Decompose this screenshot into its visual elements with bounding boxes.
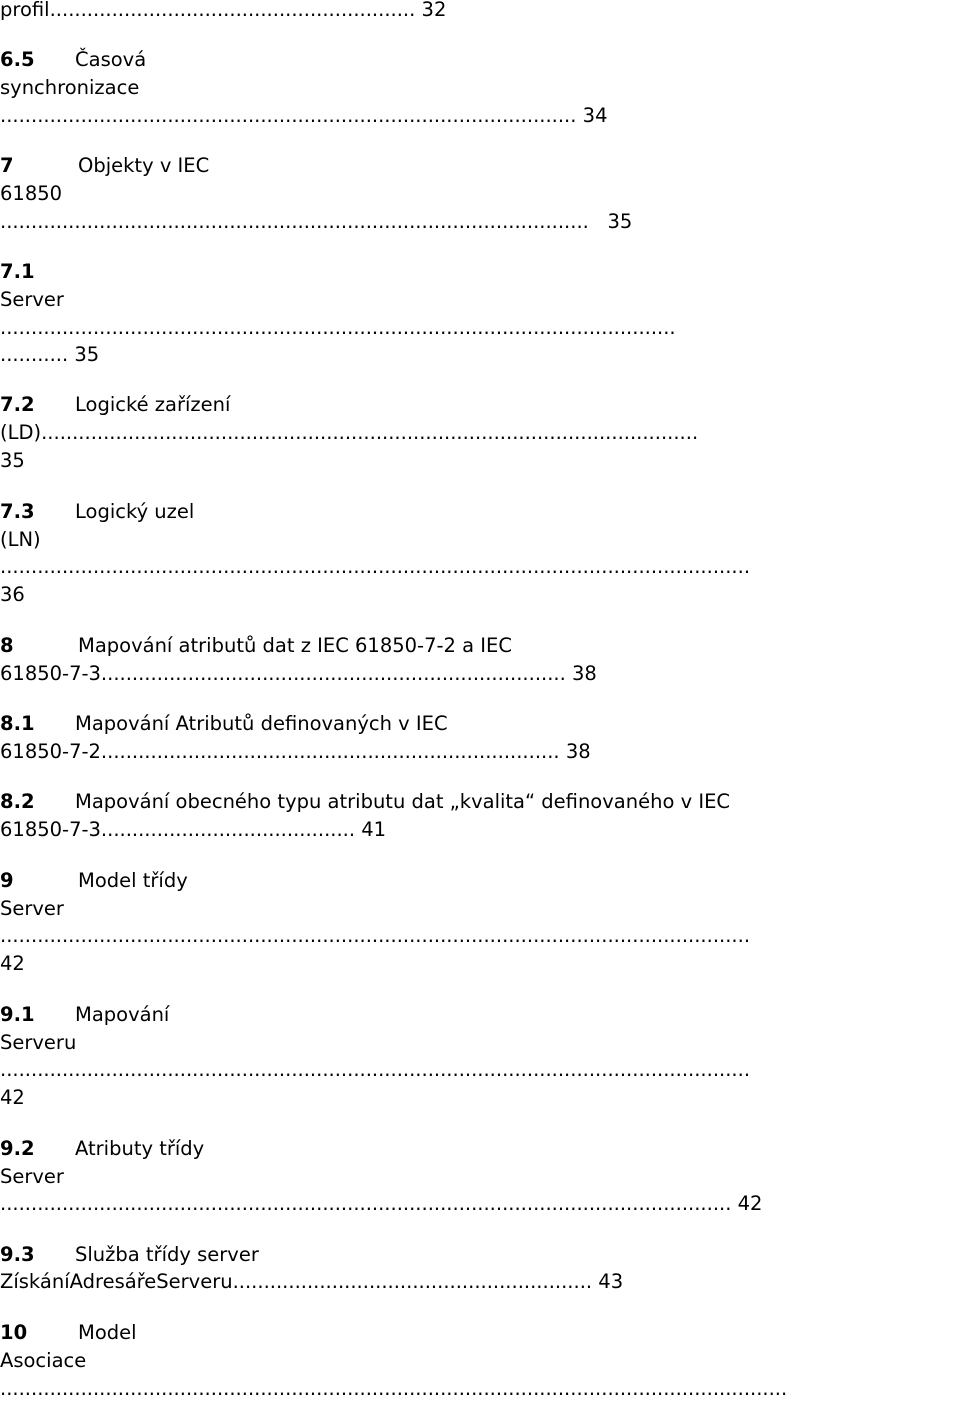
toc-entry-title: Časová <box>75 48 147 71</box>
toc-leader <box>0 1190 762 1218</box>
toc-entry-7[interactable] <box>0 152 209 180</box>
toc-leader-dots: ........... <box>0 343 69 366</box>
toc-entry-title-cont: Asociace <box>0 1349 87 1372</box>
toc-entry-title-cont: 61850-7-2 <box>0 740 101 763</box>
toc-entry-title-cont: Server <box>0 897 64 920</box>
toc-page-number: 43 <box>598 1270 624 1293</box>
toc-page-number: 36 <box>0 583 25 606</box>
toc-entry-profil[interactable] <box>0 0 446 24</box>
toc-leader <box>0 419 698 447</box>
toc-entry-6-5[interactable] <box>0 46 146 74</box>
toc-leader <box>0 1268 623 1296</box>
toc-page-number: 38 <box>565 740 591 763</box>
toc-leader-dots: ............................................................................................................. <box>0 316 676 339</box>
toc-section-number: 7.1 <box>0 260 35 283</box>
toc-section-number: 9.3 <box>0 1243 35 1266</box>
toc-entry-title-cont: (LN) <box>0 528 41 551</box>
toc-section-number: 7 <box>0 154 14 177</box>
toc-entry-title: Mapování atributů dat z IEC 61850-7-2 a IEC <box>78 634 512 657</box>
toc-section-number: 8.2 <box>0 790 35 813</box>
toc-section-number: 7.3 <box>0 500 35 523</box>
toc-entry-title: Mapování <box>75 1003 170 1026</box>
toc-entry-title-cont: synchronizace <box>0 76 140 99</box>
toc-entry-title: Mapování obecného typu atributu dat „kvalita“ definovaného v IEC <box>75 790 731 813</box>
toc-entry-title-cont: ZískáníAdresářeServeru <box>0 1270 233 1293</box>
toc-entry-title: Model třídy <box>78 869 188 892</box>
toc-leader-dots: ......................................................................................................................... <box>0 555 751 578</box>
toc-entry-title-cont: 61850 <box>0 182 63 205</box>
toc-entry-title-cont: Serveru <box>0 1031 77 1054</box>
toc-leader-dots: .......................................................................................................... <box>41 421 699 444</box>
toc-entry-title: profil <box>0 0 50 21</box>
toc-entry-9[interactable] <box>0 867 188 895</box>
toc-leader-dots: .......................................................... <box>232 1270 593 1293</box>
toc-leader-dots: ............................................................................................. <box>0 104 577 127</box>
toc-section-number: 10 <box>0 1321 28 1344</box>
toc-leader-dots: ......................................................................................................................... <box>0 1058 751 1081</box>
toc-entry-title: Model <box>78 1321 137 1344</box>
toc-leader <box>0 816 386 844</box>
toc-page-number: 42 <box>0 952 25 975</box>
toc-page-number: 35 <box>0 449 25 472</box>
toc-entry-title: Logické zařízení <box>75 393 231 416</box>
toc-leader <box>0 102 608 130</box>
toc-entry-title: Objekty v IEC <box>78 154 210 177</box>
toc-entry-title-cont: 61850-7-3 <box>0 818 101 841</box>
toc-page-number: 41 <box>361 818 387 841</box>
toc-leader <box>0 341 99 369</box>
toc-page-number: 38 <box>572 662 597 685</box>
toc-leader-dots: ......................................................................................................................... <box>0 924 751 947</box>
toc-section-number: 8.1 <box>0 712 35 735</box>
toc-leader-dots: ............................................................................................... <box>0 210 589 233</box>
toc-leader <box>0 208 632 236</box>
toc-section-number: 9.1 <box>0 1003 35 1026</box>
toc-entry-title: Atributy třídy <box>75 1137 205 1160</box>
toc-entry-title-cont: 61850-7-3 <box>0 662 101 685</box>
toc-entry-9-1[interactable] <box>0 1001 169 1029</box>
toc-entry-10[interactable] <box>0 1319 137 1347</box>
toc-leader-dots: .......................................................................... <box>100 740 560 763</box>
toc-leader-dots: ...................................................................................................................... <box>0 1192 732 1215</box>
toc-leader <box>0 660 597 688</box>
toc-entry-title: Logický uzel <box>75 500 195 523</box>
toc-entry-7-1[interactable] <box>0 258 35 286</box>
toc-section-number: 9.2 <box>0 1137 35 1160</box>
toc-entry-8-2[interactable] <box>0 788 730 816</box>
toc-page-number: 35 <box>74 343 100 366</box>
toc-leader-dots: ......................................... <box>100 818 356 841</box>
toc-section-number: 8 <box>0 634 14 657</box>
toc-leader-dots: ............................................................................................................................... <box>0 1377 788 1400</box>
toc-page-number: 34 <box>582 104 608 127</box>
toc-section-number: 6.5 <box>0 48 35 71</box>
toc-leader-dots: ........................................................................... <box>100 662 566 685</box>
toc-leader <box>0 738 591 766</box>
toc-entry-9-3[interactable] <box>0 1241 259 1269</box>
toc-section-number: 7.2 <box>0 393 35 416</box>
toc-page-number: 42 <box>0 1086 25 1109</box>
toc-entry-title-cont: (LD) <box>0 421 42 444</box>
toc-entry-title: Mapování Atributů definovaných v IEC <box>75 712 448 735</box>
toc-entry-7-2[interactable] <box>0 391 230 419</box>
toc-leader-dots: ........................................................... <box>49 0 416 21</box>
toc-entry-title-cont: Server <box>0 1165 64 1188</box>
toc-entry-9-2[interactable] <box>0 1135 204 1163</box>
toc-section-number: 9 <box>0 869 14 892</box>
toc-entry-7-3[interactable] <box>0 498 194 526</box>
toc-page-number: 42 <box>737 1192 763 1215</box>
toc-entry-title: Služba třídy server <box>75 1243 259 1266</box>
toc-page-number: 35 <box>607 210 633 233</box>
toc-entry-8[interactable] <box>0 632 512 660</box>
toc-entry-8-1[interactable] <box>0 710 448 738</box>
toc-page-number: 32 <box>421 0 447 21</box>
toc-entry-title: Server <box>0 288 64 311</box>
